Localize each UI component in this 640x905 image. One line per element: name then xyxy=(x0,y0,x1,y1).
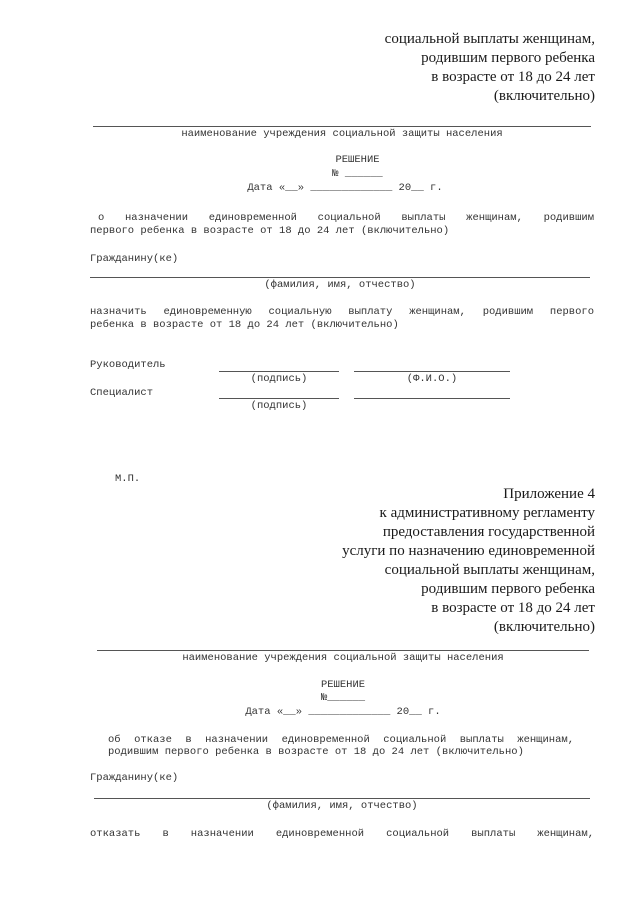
decision-subject-line: родившим первого ребенка в возрасте от 18 до 24 лет (включительно) xyxy=(108,746,524,758)
decision-number: № ______ xyxy=(332,168,383,180)
appendix-header-line: предоставления государственной xyxy=(382,524,595,540)
decision-title: РЕШЕНИЕ xyxy=(335,154,380,166)
appendix-header-line: социальной выплаты женщинам, xyxy=(384,562,595,578)
head-fio-line xyxy=(354,371,510,372)
decision-number: №______ xyxy=(320,692,366,704)
specialist-signature-line xyxy=(219,398,339,399)
decision-date: Дата «__» _____________ 20__ г. xyxy=(247,182,443,194)
specialist-fio-line xyxy=(354,398,510,399)
decision-date: Дата «__» _____________ 20__ г. xyxy=(245,706,441,718)
decision-subject-line: первого ребенка в возрасте от 18 до 24 лет (включительно) xyxy=(90,225,450,237)
appendix-header-line: к административному регламенту xyxy=(379,505,595,521)
head-signature-caption: (подпись) xyxy=(250,373,308,385)
appendix-header xyxy=(342,485,595,637)
institution-caption: наименование учреждения социальной защиты населения xyxy=(181,128,503,140)
decision-subject-line: об отказе в назначении единовременной социальной выплаты женщинам, xyxy=(108,734,574,746)
seal-label: М.П. xyxy=(115,473,141,485)
fio-caption: (фамилия, имя, отчество) xyxy=(264,279,416,291)
specialist-label: Специалист xyxy=(90,387,154,399)
top-header-line: социальной выплаты женщинам, xyxy=(384,31,595,47)
top-header-line: (включительно) xyxy=(493,88,595,104)
institution-caption: наименование учреждения социальной защиты населения xyxy=(182,652,504,664)
institution-line xyxy=(97,650,589,651)
fio-line xyxy=(94,798,590,799)
specialist-signature-caption: (подпись) xyxy=(250,400,308,412)
citizen-label: Гражданину(ке) xyxy=(90,772,179,784)
head-fio-caption: (Ф.И.О.) xyxy=(406,373,458,385)
top-header-line: родившим первого ребенка xyxy=(421,50,595,66)
institution-line xyxy=(93,126,591,127)
top-header xyxy=(385,30,595,106)
head-label: Руководитель xyxy=(90,359,166,371)
decision-body-line: отказать в назначении единовременной социальной выплаты женщинам, xyxy=(90,828,594,840)
fio-caption: (фамилия, имя, отчество) xyxy=(266,800,418,812)
decision-body-line: ребенка в возрасте от 18 до 24 лет (включительно) xyxy=(90,319,399,331)
fio-line xyxy=(90,277,590,278)
appendix-header-line: Приложение 4 xyxy=(503,486,595,502)
citizen-label: Гражданину(ке) xyxy=(90,253,179,265)
decision-subject-line: о назначении единовременной социальной выплаты женщинам, родившим xyxy=(98,212,594,224)
appendix-header-line: в возрасте от 18 до 24 лет xyxy=(431,600,595,616)
decision-title: РЕШЕНИЕ xyxy=(320,679,366,691)
head-signature-line xyxy=(219,371,339,372)
decision-body-line: назначить единовременную социальную выплату женщинам, родившим первого xyxy=(90,306,594,318)
appendix-header-line: (включительно) xyxy=(493,619,595,635)
appendix-header-line: родившим первого ребенка xyxy=(421,581,595,597)
appendix-header-line: услуги по назначению единовременной xyxy=(342,543,595,559)
top-header-line: в возрасте от 18 до 24 лет xyxy=(431,69,595,85)
